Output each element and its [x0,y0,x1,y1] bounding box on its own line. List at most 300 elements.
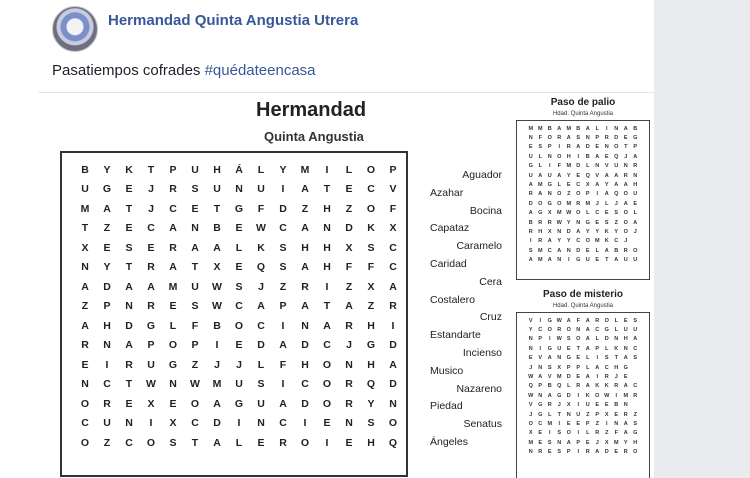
mini-grid-letter: A [557,125,562,132]
mini-grid-letter: A [547,257,552,264]
grid-letter: D [213,417,221,430]
mini-grid-letter: M [566,125,572,132]
mini-grid-letter: L [567,383,571,390]
grid-letter: H [103,319,111,332]
grid-letter: N [81,261,89,274]
mini-grid-letter: N [528,345,533,352]
mini-grid-letter: A [633,219,638,226]
mini-grid-letter: P [585,191,590,198]
mini-grid-letter: Y [595,228,600,235]
grid-letter: F [367,261,375,274]
mini-grid-letter: B [614,402,619,409]
mini-grid-letter: O [614,144,619,151]
mini-grid-letter: W [566,210,572,217]
mini-grid-letter: M [528,125,534,132]
mini-grid-letter: B [614,247,619,254]
grid-letter: N [169,378,177,391]
mini-grid-letter: Z [567,191,571,198]
mini-grid-letter: D [614,135,619,142]
mini-grid-letter: C [614,238,619,245]
mini-grid-letter: E [585,247,590,254]
mini-grid-letter: K [585,392,590,399]
grid-letter: D [279,202,287,215]
grid-letter: P [147,339,155,352]
mini-grid-letter: M [537,182,543,189]
mini-grid-letter: X [547,210,552,217]
mini-grid-letter: L [538,163,542,170]
grid-letter: Z [191,358,199,371]
mini-grid-letter: L [548,411,552,418]
grid-letter: A [279,397,287,410]
grid-letter: N [345,358,353,371]
grid-letter: U [213,183,221,196]
word-list-item: Incienso [462,347,502,359]
word-list-item: Azahar [430,186,464,199]
mini-grid-letter: P [585,420,590,427]
mini-grid-letter: B [528,219,533,226]
mini-grid-row [526,316,640,325]
mini-grid-letter: A [633,153,638,160]
mini-grid-letter: A [538,191,543,198]
grid-letter: Q [366,378,376,391]
grid-letter: B [81,163,89,176]
grid-letter: U [257,397,265,410]
mini-grid-letter: G [576,257,581,264]
mini-grid-letter: N [557,439,562,446]
mini-grid-row [526,199,640,208]
mini-grid-letter: I [558,420,561,427]
mini-grid-letter: G [604,327,609,334]
mini-grid-letter: A [595,449,600,456]
mini-grid-letter: J [633,228,637,235]
mini-grid-letter: P [595,345,600,352]
mini-grid-letter: S [614,210,619,217]
mini-grid-letter: L [538,153,542,160]
mini-grid-letter: A [566,317,571,324]
grid-letter: N [345,417,353,430]
grid-letter: E [235,222,243,235]
mini-palio-table [526,124,640,265]
grid-letter: D [257,339,265,352]
mini-grid-letter: P [566,449,571,456]
page-name-link[interactable]: Hermandad Quinta Angustia Utrera [108,11,359,29]
grid-letter: A [81,280,89,293]
mini-grid-letter: T [614,355,618,362]
mini-grid-letter: R [557,135,562,142]
mini-grid-letter: J [614,374,618,381]
mini-grid-letter: A [623,430,628,437]
mini-grid-letter: N [623,402,628,409]
grid-letter: Z [103,436,111,449]
mini-grid-letter: R [604,135,609,142]
grid-letter: Y [103,261,111,274]
mini-grid-letter: A [623,383,628,390]
mini-grid-letter: A [528,182,533,189]
grid-letter: X [81,241,89,254]
mini-grid-letter: J [595,439,599,446]
mini-grid-letter: S [538,144,543,151]
mini-grid-letter: U [614,163,619,170]
mini-grid-letter: Y [566,238,571,245]
grid-letter: S [257,378,265,391]
grid-letter: C [235,300,243,313]
mini-grid-letter: A [585,336,590,343]
mini-grid-letter: T [576,345,580,352]
mini-grid-letter: N [623,163,628,170]
mini-grid-letter: N [595,163,600,170]
mini-grid-letter: N [528,135,533,142]
mini-grid-letter: N [528,449,533,456]
mini-grid-letter: A [623,182,628,189]
mini-grid-letter: K [604,383,609,390]
grid-letter: Z [301,202,309,215]
grid-letter: R [169,183,177,196]
mini-puzzle-palio [516,97,650,280]
mini-grid-row [526,246,640,255]
mini-grid-letter: E [538,439,543,446]
mini-grid-letter: P [595,135,600,142]
grid-letter: R [147,300,155,313]
mini-grid-letter: O [576,336,581,343]
mini-grid-letter: I [548,336,551,343]
mini-palio-subtitle: Hdad. Quinta Angustia [552,111,614,117]
mini-grid-letter: L [586,364,590,371]
mini-grid-letter: Y [623,439,628,446]
grid-letter: N [323,222,331,235]
mini-grid-letter: O [585,238,590,245]
grid-letter: W [256,222,266,235]
grid-letter: I [149,417,153,430]
mini-grid-letter: P [538,383,543,390]
word-list-item: Bocina [469,204,502,217]
word-list-item: Estandarte [430,329,481,342]
word-list-item: Senatus [463,418,502,431]
mini-grid-letter: A [566,135,571,142]
mini-grid-letter: M [594,238,600,245]
mini-grid-letter: I [539,317,542,324]
grid-letter: X [213,261,221,274]
mini-grid-letter: H [633,182,638,189]
mini-grid-letter: Q [557,383,562,390]
mini-grid-letter: E [623,317,628,324]
mini-grid-letter: F [557,163,561,170]
grid-letter: R [389,300,397,313]
mini-grid-letter: K [614,345,619,352]
grid-letter: L [257,163,265,176]
mini-grid-letter: N [614,336,619,343]
mini-grid-row [526,372,640,381]
grid-letter: D [345,222,353,235]
grid-letter: D [301,397,309,410]
mini-grid-letter: S [557,449,562,456]
mini-grid-letter: S [604,355,609,362]
grid-letter: D [125,319,133,332]
mini-grid-letter: A [585,317,590,324]
right-background-strip [654,0,750,478]
mini-grid-letter: E [566,182,571,189]
grid-letter: S [367,417,375,430]
mini-grid-letter: S [557,430,562,437]
mini-grid-letter: I [596,191,599,198]
grid-row [74,180,404,200]
mini-grid-letter: A [538,172,543,179]
grid-letter: D [389,378,397,391]
mini-grid-letter: N [576,219,581,226]
grid-letter: Y [279,163,287,176]
mini-grid-row [526,218,640,227]
mini-grid-letter: A [614,182,619,189]
grid-letter: G [234,202,244,215]
mini-misterio-title: Paso de misterio [542,289,624,300]
mini-grid-letter: H [633,439,638,446]
mini-grid-letter: I [577,449,580,456]
mini-grid-letter: O [528,420,533,427]
mini-grid-letter: U [633,257,638,264]
facebook-post [38,0,654,478]
mini-grid-letter: R [614,383,619,390]
mini-grid-letter: D [576,247,581,254]
mini-grid-letter: S [528,247,533,254]
grid-letter: M [168,280,178,293]
grid-letter: T [323,183,331,196]
mini-grid-letter: I [529,238,532,245]
mini-grid-letter: I [558,144,561,151]
grid-letter: T [323,300,331,313]
mini-grid-letter: Z [595,420,599,427]
mini-grid-letter: U [623,257,628,264]
mini-grid-letter: A [576,228,581,235]
mini-grid-letter: E [614,449,619,456]
grid-letter: N [103,339,111,352]
grid-letter: F [191,319,199,332]
grid-letter: H [323,241,331,254]
mini-grid-letter: E [585,439,590,446]
mini-grid-letter: G [623,364,628,371]
mini-grid-row [526,354,640,363]
mini-grid-letter: U [585,257,590,264]
mini-grid-letter: R [633,392,638,399]
grid-letter: A [301,222,309,235]
grid-row [74,160,404,180]
mini-grid-letter: Y [566,172,571,179]
grid-letter: H [301,241,309,254]
grid-letter: Z [279,280,287,293]
grid-letter: X [345,241,353,254]
mini-grid-letter: A [595,182,600,189]
mini-grid-letter: E [595,144,600,151]
grid-letter: E [235,339,243,352]
mini-grid-letter: I [605,420,608,427]
mini-grid-letter: X [566,402,571,409]
grid-letter: X [389,222,397,235]
grid-letter: R [345,397,353,410]
mini-grid-letter: J [529,364,533,371]
grid-letter: L [235,436,243,449]
mini-grid-letter: Q [585,172,590,179]
mini-grid-letter: S [633,420,638,427]
mini-grid-letter: J [614,200,618,207]
grid-letter: O [168,339,178,352]
mini-grid-letter: S [547,364,552,371]
grid-letter: C [389,241,397,254]
mini-grid-letter: I [615,392,618,399]
grid-letter: I [237,417,241,430]
mini-grid-letter: A [528,210,533,217]
mini-grid-row [526,152,640,161]
mini-grid-letter: R [528,191,533,198]
grid-row [74,394,404,414]
grid-letter: S [279,261,287,274]
mini-grid-letter: U [547,172,552,179]
mini-grid-letter: S [547,439,552,446]
mini-grid-letter: C [538,327,543,334]
grid-row [74,238,404,258]
grid-letter: E [81,358,89,371]
mini-grid-letter: G [528,163,533,170]
grid-letter: A [169,222,177,235]
word-list-item: Caridad [430,258,467,270]
post-text-body: Pasatiempos cofrades [52,62,205,79]
grid-letter: H [213,163,221,176]
mini-grid-letter: V [528,402,533,409]
mini-grid-letter: C [595,327,600,334]
word-list-item: Nazareno [456,382,502,395]
mini-grid-letter: I [548,163,551,170]
grid-letter: A [345,300,353,313]
grid-row [74,355,404,375]
grid-letter: S [367,241,375,254]
mini-grid-letter: V [604,163,609,170]
mini-grid-letter: I [577,392,580,399]
grid-letter: Z [103,222,111,235]
mini-grid-letter: R [623,449,628,456]
grid-letter: C [279,417,287,430]
mini-grid-letter: I [605,125,608,132]
mini-grid-letter: U [585,402,590,409]
grid-letter: N [125,417,133,430]
mini-grid-letter: L [595,125,599,132]
grid-letter: R [147,261,155,274]
mini-grid-letter: R [595,430,600,437]
mini-grid-letter: B [633,125,638,132]
mini-grid-letter: L [595,336,599,343]
mini-grid-letter: R [576,383,581,390]
grid-letter: A [125,280,133,293]
grid-row [74,375,404,395]
word-list-item: Cera [479,275,502,288]
mini-grid-letter: D [566,392,571,399]
mini-grid-letter: A [585,383,590,390]
grid-letter: E [345,436,353,449]
grid-letter: R [103,397,111,410]
mini-grid-letter: C [576,182,581,189]
mini-grid-letter: A [604,247,609,254]
mini-grid-letter: G [566,355,571,362]
mini-grid-letter: F [614,430,618,437]
mini-grid-letter: N [547,191,552,198]
grid-letter: C [279,222,287,235]
mini-grid-letter: A [557,172,562,179]
mini-grid-letter: A [595,364,600,371]
mini-grid-letter: R [633,163,638,170]
grid-letter: I [325,280,329,293]
mini-grid-letter: R [576,200,581,207]
mini-grid-letter: L [614,327,618,334]
mini-grid-letter: O [623,228,628,235]
mini-grid-letter: Y [585,228,590,235]
post-header [52,4,358,54]
mini-grid-letter: Y [566,219,571,226]
grid-row [74,297,404,317]
grid-letter: T [125,202,133,215]
grid-letter: A [213,436,221,449]
grid-row [74,316,404,336]
grid-letter: I [303,417,307,430]
mini-grid-letter: A [633,336,638,343]
mini-grid-letter: M [537,257,543,264]
mini-grid-letter: I [596,374,599,381]
mini-grid-letter: N [566,411,571,418]
mini-grid-letter: N [547,153,552,160]
mini-grid-letter: G [585,219,590,226]
page-avatar[interactable] [52,6,98,52]
mini-grid-letter: W [528,392,534,399]
grid-letter: K [367,222,375,235]
mini-grid-letter: L [586,210,590,217]
grid-letter: I [215,339,219,352]
grid-letter: C [257,319,265,332]
mini-grid-letter: R [528,228,533,235]
mini-grid-letter: E [547,449,552,456]
mini-grid-letter: C [547,247,552,254]
mini-palio-grid [516,120,650,280]
hashtag-link[interactable]: #quédateencasa [204,62,316,79]
mini-grid-row [526,447,640,456]
grid-letter: X [169,417,177,430]
mini-grid-letter: U [528,153,533,160]
grid-letter: I [325,163,329,176]
mini-grid-letter: U [633,327,638,334]
mini-grid-letter: E [595,257,600,264]
mini-grid-letter: O [557,191,562,198]
grid-letter: J [236,358,242,371]
grid-letter: M [212,378,222,391]
grid-letter: O [388,417,398,430]
mini-grid-letter: D [585,144,590,151]
post-image[interactable] [38,92,654,478]
mini-grid-letter: V [528,317,533,324]
grid-letter: S [191,300,199,313]
mini-grid-letter: W [556,219,562,226]
mini-grid-letter: P [538,336,543,343]
grid-letter: R [345,319,353,332]
mini-grid-letter: A [623,125,628,132]
grid-letter: W [212,300,222,313]
grid-letter: N [235,183,243,196]
mini-grid-letter: V [538,355,543,362]
grid-letter: S [191,183,199,196]
mini-grid-letter: N [538,392,543,399]
grid-letter: A [81,319,89,332]
mini-palio-title: Paso de palio [550,97,616,108]
mini-grid-letter: R [547,219,552,226]
mini-grid-letter: U [528,172,533,179]
mini-grid-letter: Q [614,191,619,198]
mini-grid-letter: N [576,327,581,334]
mini-grid-row [526,143,640,152]
mini-grid-letter: L [633,210,637,217]
mini-grid-letter: M [537,125,543,132]
